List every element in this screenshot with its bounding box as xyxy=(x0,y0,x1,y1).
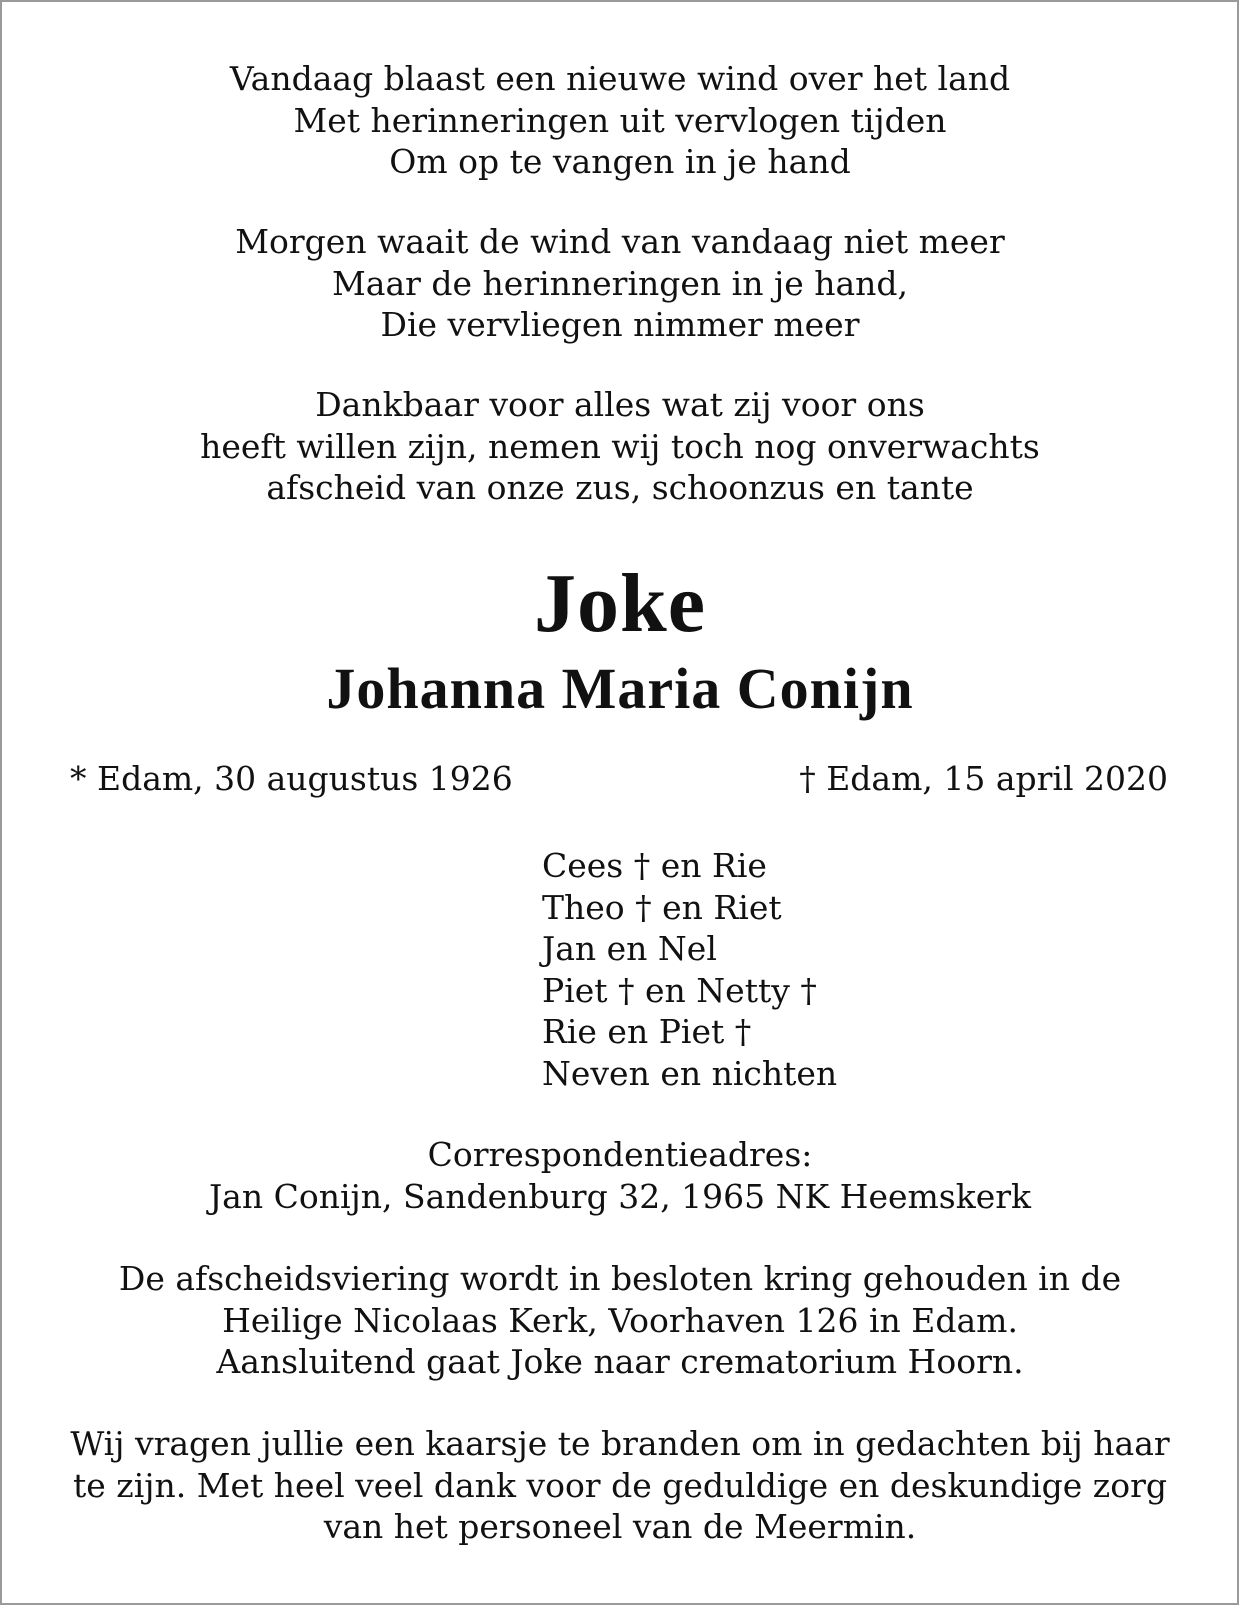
closing-line: van het personeel van de Meermin. xyxy=(323,1507,917,1546)
deceased-first-name: Joke xyxy=(534,557,706,650)
poem-line: Om op te vangen in je hand xyxy=(389,142,851,181)
poem-line: Met herinneringen uit vervlogen tijden xyxy=(293,100,947,140)
family-member: Piet † en Netty † xyxy=(542,970,817,1010)
closing-line: Wij vragen jullie een kaarsje te branden om in gedachten bij haar xyxy=(70,1424,1170,1463)
correspondence-address: Jan Conijn, Sandenburg 32, 1965 NK Heemskerk xyxy=(208,1176,1032,1216)
poem-stanza-2 xyxy=(0,221,1240,346)
correspondence-label: Correspondentieadres: xyxy=(427,1135,813,1174)
ceremony-line: Aansluitend gaat Joke naar crematorium Hoorn. xyxy=(216,1342,1024,1381)
death-date: † Edam, 15 april 2020 xyxy=(799,759,1168,798)
family-member: Theo † en Riet xyxy=(542,887,782,927)
birth-date: * Edam, 30 augustus 1926 xyxy=(70,759,513,798)
intro-line: heeft willen zijn, nemen wij toch nog onverwachts xyxy=(200,426,1040,466)
closing-line: te zijn. Met heel veel dank voor de geduldige en deskundige zorg xyxy=(73,1465,1167,1505)
family-member: Cees † en Rie xyxy=(542,846,767,885)
correspondence-block xyxy=(0,1134,1240,1217)
intro-line: afscheid van onze zus, schoonzus en tante xyxy=(266,468,974,507)
family-member: Rie en Piet † xyxy=(542,1012,752,1051)
poem-stanza-1 xyxy=(0,58,1240,183)
poem-line: Maar de herinneringen in je hand, xyxy=(331,263,909,303)
intro-text xyxy=(0,384,1240,509)
closing-text xyxy=(0,1423,1240,1548)
deceased-full-name: Johanna Maria Conijn xyxy=(326,656,914,721)
intro-line: Dankbaar voor alles wat zij voor ons xyxy=(315,385,925,424)
ceremony-line: Heilige Nicolaas Kerk, Voorhaven 126 in Edam. xyxy=(222,1300,1018,1340)
poem-line: Die vervliegen nimmer meer xyxy=(380,305,860,344)
ceremony-line: De afscheidsviering wordt in besloten kring gehouden in de xyxy=(118,1259,1122,1298)
family-member: Jan en Nel xyxy=(542,929,717,968)
poem-line: Vandaag blaast een nieuwe wind over het land xyxy=(229,59,1011,98)
family-list xyxy=(542,845,837,1094)
poem-line: Morgen waait de wind van vandaag niet meer xyxy=(235,222,1005,261)
family-member: Neven en nichten xyxy=(542,1053,838,1093)
ceremony-text xyxy=(0,1258,1240,1383)
